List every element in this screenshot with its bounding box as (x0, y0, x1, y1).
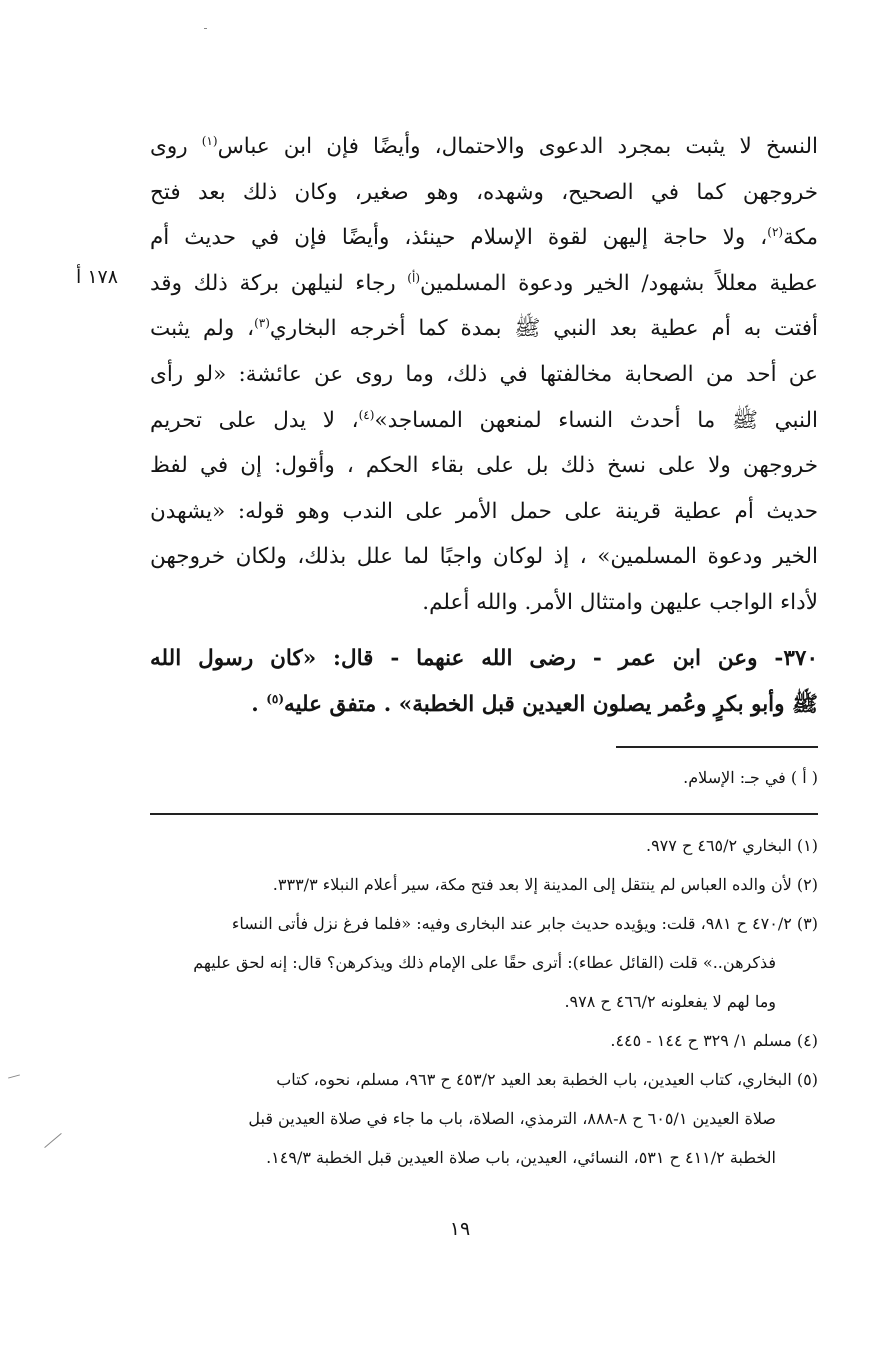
main-text-line: النسخ لا يثبت بمجرد الدعوى والاحتمال، وأيضًا فإن ابن عباس$^{(١)}$ روى (150, 133, 818, 159)
footnote-number: (١) (796, 836, 818, 855)
main-text-line: لأداء الواجب عليهن وامتثال الأمر. والله أعلم. (422, 589, 818, 615)
footnote-number: (٢) (796, 875, 818, 894)
variant-note: ( أ ) في جـ: الإسلام. (683, 768, 818, 787)
footnote-ref[interactable]: (١) (201, 133, 218, 148)
main-text-line: عن أحد من الصحابة مخالفتها في ذلك، وما روى عن عائشة: «لو رأى (150, 361, 818, 387)
variant-ref[interactable]: (أ) (407, 270, 420, 285)
scan-artifact (204, 28, 207, 29)
footnote-text: البخاري، كتاب العيدين، باب الخطبة بعد العيد ٤٥٣/٢ ح ٩٦٣، مسلم، نحوه، كتاب (276, 1070, 792, 1089)
footnote-text: صلاة العيدين ٦٠٥/١ ح ٨-٨٨٨، الترمذي، الصلاة، باب ما جاء في صلاة العيدين قبل (248, 1109, 776, 1128)
footnote-text: فذكرهن..» قلت (القائل عطاء): أترى حقًا على الإمام ذلك ويذكرهن؟ قال: إنه لحق عليهم (193, 953, 776, 972)
footnote-ref[interactable]: (٢) (767, 225, 784, 240)
main-text-line: عطية معللاً بشهود/ الخير ودعوة المسلمين$^{(أ)}$ رجاء لنيلهن بركة ذلك وقد (150, 270, 818, 296)
footnote-text: وما لهم لا يفعلونه ٤٦٦/٢ ح ٩٧٨. (564, 992, 776, 1011)
page-number: ١٩ (449, 1218, 471, 1240)
footnotes (150, 826, 818, 1177)
variant-divider (616, 746, 818, 748)
footnote-text: مسلم ١/ ٣٢٩ ح ١٤٤ - ٤٤٥. (610, 1031, 792, 1050)
footnote-text: لأن والده العباس لم ينتقل إلى المدينة إلا بعد فتح مكة، سير أعلام النبلاء ٣٣٣/٣. (272, 875, 792, 894)
main-text-line: الخير ودعوة المسلمين» ، إذ لوكان واجبًا لما علل بذلك، ولكان خروجهن (150, 544, 818, 570)
main-text-line: النبي ﷺ ما أحدث النساء لمنعهن المساجد»$^{(٤)}$، لا يدل على تحريم (150, 407, 818, 433)
footnote (150, 904, 818, 1021)
footnote (150, 865, 818, 904)
footnote-number: (٣) (796, 914, 818, 933)
footnote-ref[interactable]: (٣) (254, 316, 270, 331)
footnote-number: (٥) (796, 1070, 818, 1089)
footnote (150, 1021, 818, 1060)
footnote-ref[interactable]: (٤) (358, 407, 375, 422)
footnote-text: الخطبة ٤١١/٢ ح ٥٣١، النسائي، العيدين، باب صلاة العيدين قبل الخطبة ١٤٩/٣. (266, 1148, 776, 1167)
hadith-line: ٣٧٠- وعن ابن عمر - رضى الله عنهما - قال: «كان رسول الله (150, 646, 818, 671)
main-text-body (150, 124, 818, 626)
main-text-line: أفتت به أم عطية بعد النبي ﷺ بمدة كما أخرجه البخاري$^{(٣)}$، ولم يثبت (150, 316, 818, 342)
footnote-divider (150, 813, 818, 815)
footnote (150, 1060, 818, 1177)
footnote-text: ٤٧٠/٢ ح ٩٨١، قلت: ويؤيده حديث جابر عند البخارى وفيه: «فلما فرغ نزل فأتى النساء (231, 914, 792, 933)
main-text-line: حديث أم عطية قرينة على حمل الأمر على الندب وهو قوله: «يشهدن (150, 498, 818, 524)
hadith-370 (150, 636, 818, 728)
footnote (150, 826, 818, 865)
main-text-line: خروجهن كما في الصحيح، وشهده، وهو صغير، وكان ذلك بعد فتح (150, 179, 818, 205)
scan-artifact (44, 1133, 61, 1148)
manuscript-folio-marker: ١٧٨ أ (76, 266, 118, 288)
footnote-text: البخاري ٤٦٥/٢ ح ٩٧٧. (645, 836, 792, 855)
main-text-line: خروجهن ولا على نسخ ذلك بل على بقاء الحكم ، وأقول: إن في لفظ (150, 453, 818, 479)
footnote-number: (٤) (796, 1031, 818, 1050)
footnote-ref[interactable]: (٥) (266, 691, 285, 706)
scan-artifact (8, 1074, 20, 1078)
hadith-line: ﷺ وأبو بكرٍ وعُمر يصلون العيدين قبل الخطبة» . متفق عليه$^{(٥)}$ . (251, 691, 818, 717)
main-text-line: مكة$^{(٢)}$، ولا حاجة إليهن لقوة الإسلام حينئذ، وأيضًا فإن في حديث أم (150, 225, 818, 251)
